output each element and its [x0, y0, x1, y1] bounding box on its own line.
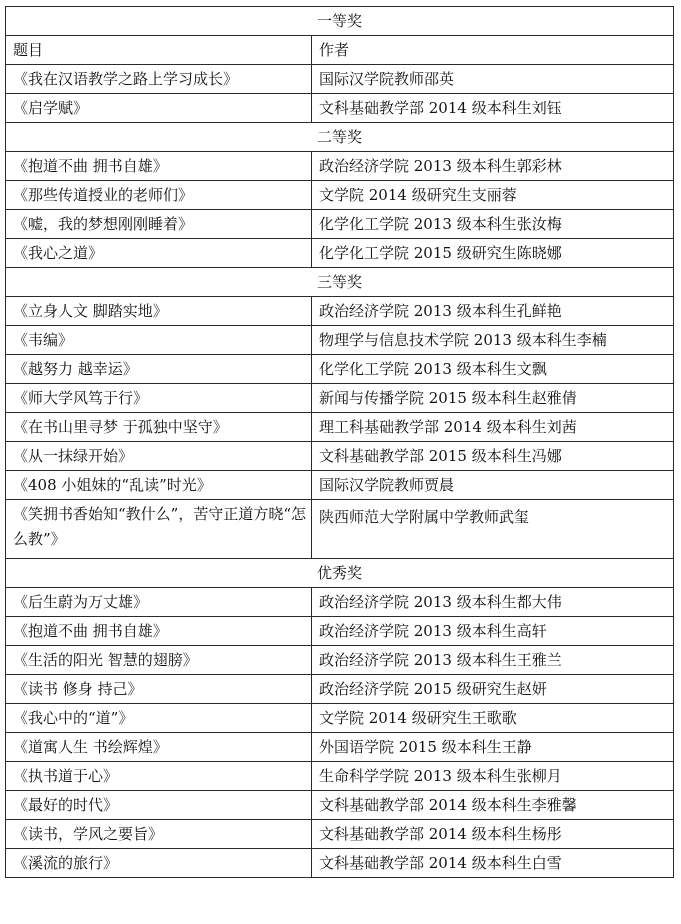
work-title: 《抱道不曲 拥书自雄》 [6, 617, 312, 646]
table-row [6, 617, 674, 646]
work-author: 文科基础教学部 2014 级本科生白雪 [312, 849, 674, 878]
table-row [6, 326, 674, 355]
table-header-row [6, 36, 674, 65]
work-author: 国际汉学院教师贾晨 [312, 471, 674, 500]
table-row [6, 675, 674, 704]
work-title: 《抱道不曲 拥书自雄》 [6, 152, 312, 181]
table-row [6, 65, 674, 94]
work-author: 政治经济学院 2013 级本科生都大伟 [312, 588, 674, 617]
work-title: 《最好的时代》 [6, 791, 312, 820]
work-title: 《执书道于心》 [6, 762, 312, 791]
work-author: 生命科学学院 2013 级本科生张柳月 [312, 762, 674, 791]
table-row [6, 239, 674, 268]
section-heading: 二等奖 [6, 123, 674, 152]
work-author: 理工科基础教学部 2014 级本科生刘茜 [312, 413, 674, 442]
work-title: 《在书山里寻梦 于孤独中坚守》 [6, 413, 312, 442]
table-row [6, 471, 674, 500]
work-title: 《溪流的旅行》 [6, 849, 312, 878]
work-author: 政治经济学院 2013 级本科生郭彩林 [312, 152, 674, 181]
work-author: 政治经济学院 2015 级研究生赵妍 [312, 675, 674, 704]
work-title: 《从一抹绿开始》 [6, 442, 312, 471]
table-row [6, 733, 674, 762]
work-author: 国际汉学院教师邵英 [312, 65, 674, 94]
work-author: 政治经济学院 2013 级本科生王雅兰 [312, 646, 674, 675]
work-title: 《生活的阳光 智慧的翅膀》 [6, 646, 312, 675]
table-row [6, 355, 674, 384]
work-title: 《嘘，我的梦想刚刚睡着》 [6, 210, 312, 239]
awards-table [5, 6, 674, 878]
work-author: 陕西师范大学附属中学教师武玺 [312, 500, 674, 559]
table-row [6, 94, 674, 123]
work-author: 化学化工学院 2015 级研究生陈晓娜 [312, 239, 674, 268]
work-author: 政治经济学院 2013 级本科生孔鲜艳 [312, 297, 674, 326]
work-author: 文学院 2014 级研究生王歌歌 [312, 704, 674, 733]
table-row [6, 210, 674, 239]
work-author: 物理学与信息技术学院 2013 级本科生李楠 [312, 326, 674, 355]
work-title: 《韦编》 [6, 326, 312, 355]
work-title: 《后生蔚为万丈雄》 [6, 588, 312, 617]
work-title: 《我心之道》 [6, 239, 312, 268]
table-row [6, 820, 674, 849]
work-title: 《读书，学风之要旨》 [6, 820, 312, 849]
section-row-excellence-prize [6, 559, 674, 588]
table-row [6, 413, 674, 442]
table-row [6, 442, 674, 471]
table-row [6, 704, 674, 733]
work-title: 《师大学风笃于行》 [6, 384, 312, 413]
column-header-title: 题目 [6, 36, 312, 65]
table-row [6, 791, 674, 820]
section-heading: 优秀奖 [6, 559, 674, 588]
work-author: 外国语学院 2015 级本科生王静 [312, 733, 674, 762]
table-row [6, 297, 674, 326]
table-row [6, 152, 674, 181]
work-author: 化学化工学院 2013 级本科生文飘 [312, 355, 674, 384]
work-author: 文科基础教学部 2014 级本科生李雅馨 [312, 791, 674, 820]
work-author: 政治经济学院 2013 级本科生高轩 [312, 617, 674, 646]
work-title: 《我心中的“道”》 [6, 704, 312, 733]
work-title: 《我在汉语教学之路上学习成长》 [6, 65, 312, 94]
work-title: 《道寓人生 书绘辉煌》 [6, 733, 312, 762]
table-row [6, 181, 674, 210]
table-row [6, 646, 674, 675]
section-row-third-prize [6, 268, 674, 297]
work-title: 《读书 修身 持己》 [6, 675, 312, 704]
work-author: 文科基础教学部 2014 级本科生杨彤 [312, 820, 674, 849]
work-author: 新闻与传播学院 2015 级本科生赵雅倩 [312, 384, 674, 413]
work-title: 《那些传道授业的老师们》 [6, 181, 312, 210]
table-row [6, 762, 674, 791]
work-title: 《启学赋》 [6, 94, 312, 123]
table-row [6, 588, 674, 617]
section-row-second-prize [6, 123, 674, 152]
table-row [6, 849, 674, 878]
section-heading: 三等奖 [6, 268, 674, 297]
section-heading: 一等奖 [6, 7, 674, 36]
table-row [6, 384, 674, 413]
work-author: 文科基础教学部 2015 级本科生冯娜 [312, 442, 674, 471]
awards-table-body [6, 7, 674, 878]
work-author: 文学院 2014 级研究生支丽蓉 [312, 181, 674, 210]
table-row [6, 500, 674, 559]
work-title: 《408 小姐妹的“乱读”时光》 [6, 471, 312, 500]
work-title: 《笑拥书香始知“教什么”，苦守正道方晓“怎么教”》 [6, 500, 312, 559]
section-row-first-prize [6, 7, 674, 36]
work-author: 化学化工学院 2013 级本科生张汝梅 [312, 210, 674, 239]
work-author: 文科基础教学部 2014 级本科生刘钰 [312, 94, 674, 123]
work-title: 《立身人文 脚踏实地》 [6, 297, 312, 326]
column-header-author: 作者 [312, 36, 674, 65]
work-title: 《越努力 越幸运》 [6, 355, 312, 384]
